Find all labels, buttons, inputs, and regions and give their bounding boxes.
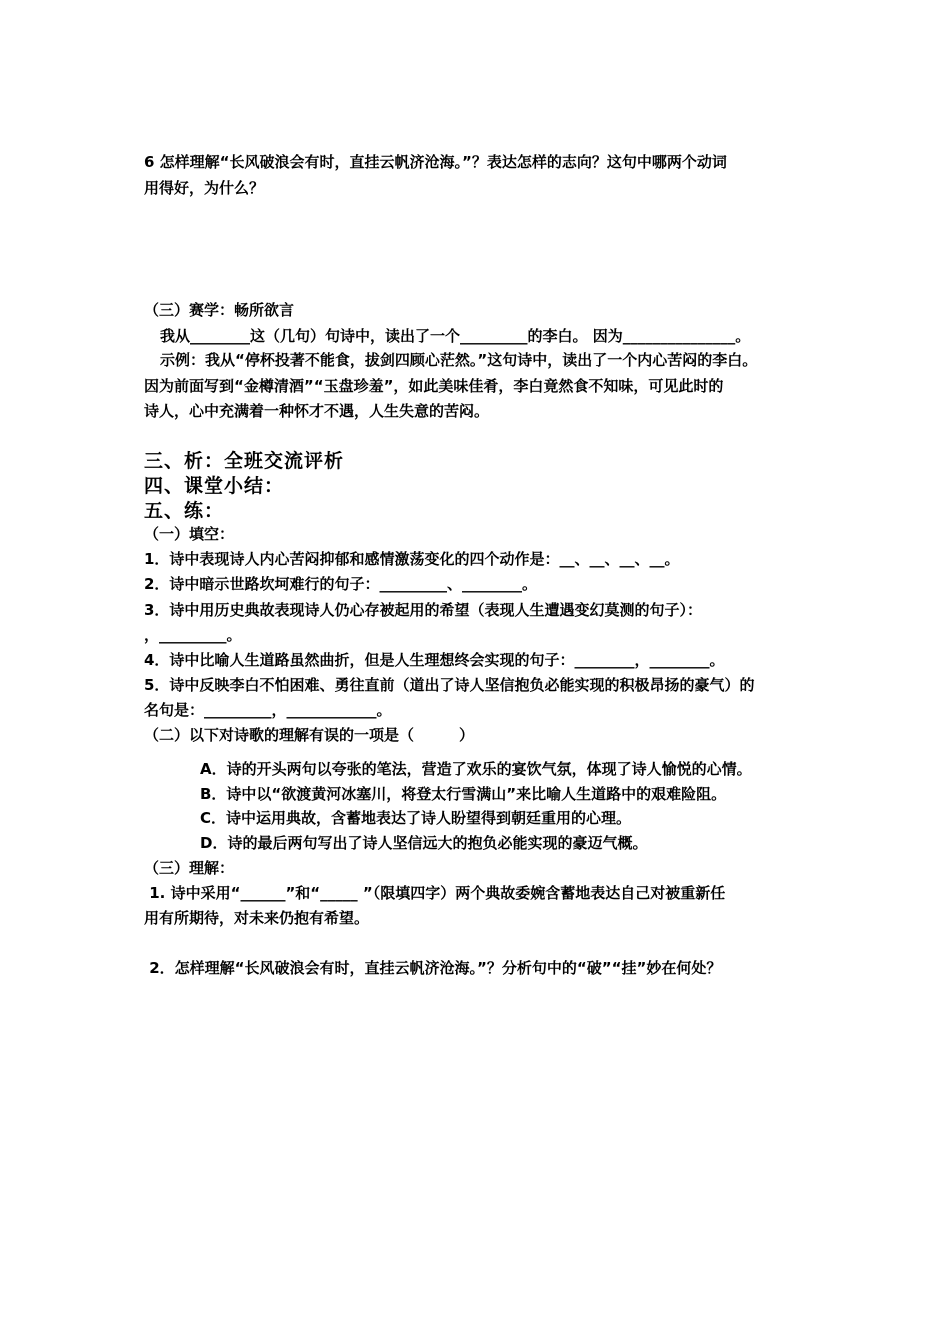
section-heading-wu: 五、练： <box>144 500 225 522</box>
section-heading-si: 四、课堂小结： <box>144 475 285 497</box>
sai-heading: （三）赛学：畅所欲言 <box>144 301 295 319</box>
understand-heading: （三）理解： <box>144 859 235 877</box>
understand-q1-line2: 用有所期待，对未来仍抱有希望。 <box>144 909 370 927</box>
q6-line1: 6 怎样理解“长风破浪会有时，直挂云帆济沧海。”？表达怎样的志向？这句中哪两个动词 <box>144 153 727 171</box>
fill-q3-line2: ，_________。 <box>144 626 242 644</box>
fill-heading: （一）填空： <box>144 525 235 543</box>
section-heading-san: 三、析：全班交流评析 <box>144 450 345 472</box>
choice-option-b: B．诗中以“欲渡黄河冰塞川，将登太行雪满山”来比喻人生道路中的艰难险阻。 <box>200 785 727 803</box>
q6-line2: 用得好，为什么？ <box>144 179 265 197</box>
fill-q2: 2．诗中暗示世路坎坷难行的句子：_________、________。 <box>144 575 537 593</box>
choice-option-d: D．诗的最后两句写出了诗人坚信远大的抱负必能实现的豪迈气概。 <box>200 834 648 852</box>
understand-q2: 2．怎样理解“长风破浪会有时，直挂云帆济沧海。”？分析句中的“破”“挂”妙在何处？ <box>144 959 722 977</box>
fill-q5-line2: 名句是：_________，____________。 <box>144 701 392 719</box>
sai-example-line3: 诗人，心中充满着一种怀才不遇，人生失意的苦闷。 <box>144 402 490 420</box>
sai-example-line1: 示例：我从“停杯投著不能食，拔剑四顾心茫然。”这句诗中，读出了一个内心苦闷的李白。 <box>160 351 758 369</box>
choice-option-c: C．诗中运用典故，含蓄地表达了诗人盼望得到朝廷重用的心理。 <box>200 809 632 827</box>
understand-q1-line1: 1. 诗中采用“______”和“_____ ”（限填四字）两个典故委婉含蓄地表达自己对被重新任 <box>144 884 726 902</box>
sai-blank-line: 我从________这（几句）句诗中，读出了一个_________的李白。 因为_______________。 <box>160 327 751 345</box>
choice-heading: （二）以下对诗歌的理解有误的一项是（ ） <box>144 726 475 744</box>
fill-q3-line1: 3．诗中用历史典故表现诗人仍心存被起用的希望（表现人生遭遇变幻莫测的句子）： <box>144 601 702 619</box>
fill-q1: 1．诗中表现诗人内心苦闷抑郁和感情激荡变化的四个动作是：__、__、__、__。 <box>144 550 680 568</box>
sai-example-line2: 因为前面写到“金樽清酒”“玉盘珍羞”，如此美味佳肴，李白竟然食不知味，可见此时的 <box>144 377 724 395</box>
fill-q4: 4．诗中比喻人生道路虽然曲折，但是人生理想终会实现的句子：________，________。 <box>144 651 725 669</box>
choice-option-a: A．诗的开头两句以夸张的笔法，营造了欢乐的宴饮气氛，体现了诗人愉悦的心情。 <box>200 760 752 778</box>
fill-q5-line1: 5．诗中反映李白不怕困难、勇往直前（道出了诗人坚信抱负必能实现的积极昂扬的豪气）的 <box>144 676 755 694</box>
